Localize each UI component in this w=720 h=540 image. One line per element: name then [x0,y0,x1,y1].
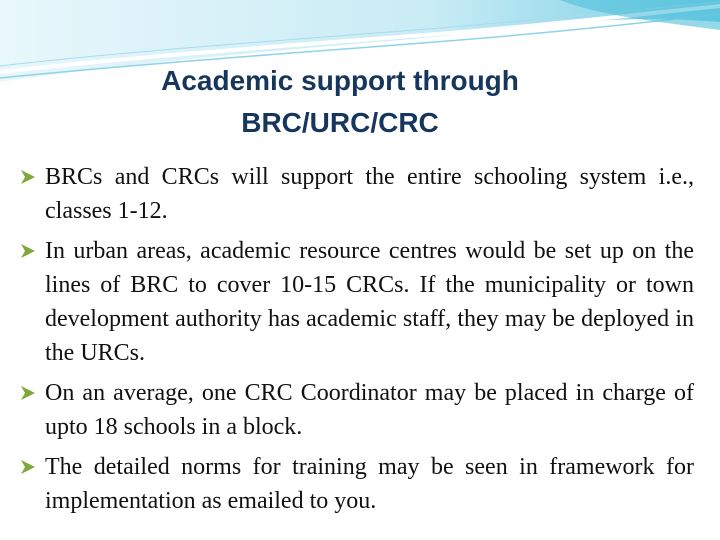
arrow-check-bullet-icon [20,385,36,401]
bullet-text: BRCs and CRCs will support the entire schooling system i.e., classes 1-12. [45,164,694,224]
slide-title [90,60,590,144]
bullet-text: On an average, one CRC Coordinator may be placed in charge of upto 18 schools in a block. [45,380,694,440]
bullet-text: The detailed norms for training may be seen in framework for implementation as emailed to you. [45,454,694,514]
arrow-check-bullet-icon [20,459,36,475]
arrow-check-bullet-icon [20,169,36,185]
bullet-item [20,376,694,444]
title-line-2: BRC/URC/CRC [241,107,439,138]
bullet-list [20,160,694,524]
title-line-1: Academic support through [161,65,519,96]
bullet-item [20,450,694,518]
bullet-item [20,160,694,228]
bullet-text: In urban areas, academic resource centres would be set up on the lines of BRC to cover 10-15 CRCs. If the municipality or town development authority has academic staff, they may be deployed in the URCs. [45,238,694,366]
bullet-item [20,234,694,370]
arrow-check-bullet-icon [20,243,36,259]
